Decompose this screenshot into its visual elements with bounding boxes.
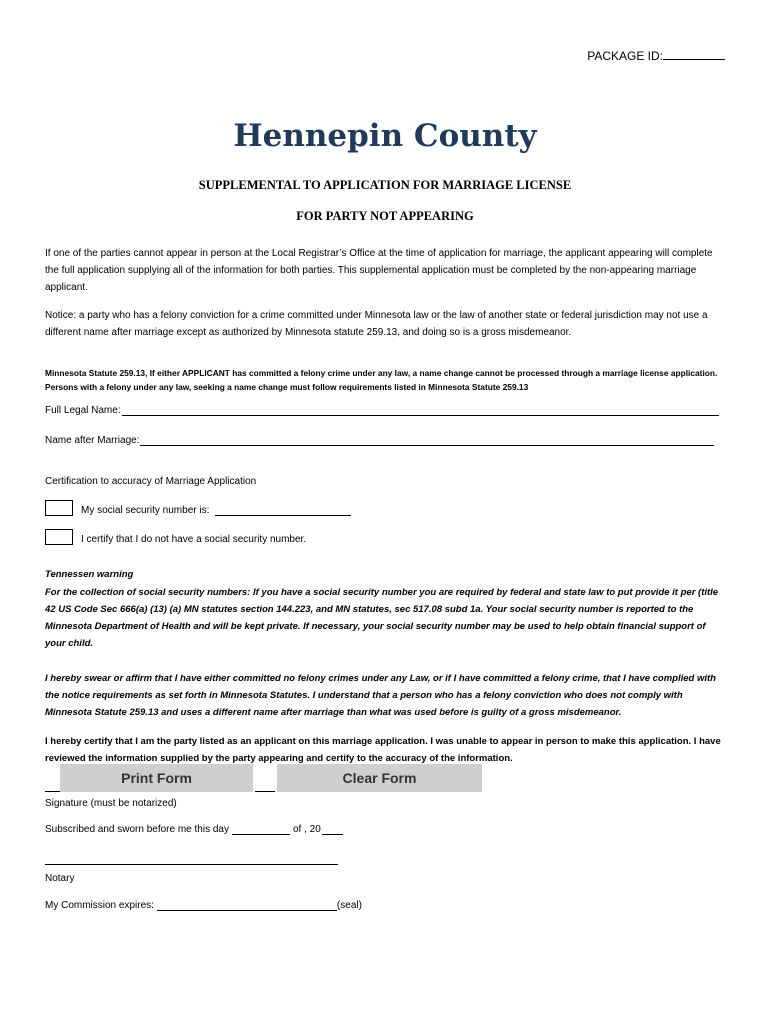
ssn-option-label: My social security number is: — [81, 505, 210, 516]
commission-label: My Commission expires: — [45, 900, 154, 911]
tennessen-body: For the collection of social security numbers: If you have a social security number you are required by federal and state law to put provide it per (title 42 US Code Sec 666(a) (13) (a) MN statutes section 144.223, and MN statutes, sec 517.08 subd 1a. Your social security number is reported to the Minnesota Department of Health and will be kept private. If necessary, your social security number may be used to help obtain financial support of your child. — [45, 587, 719, 649]
tennessen-title: Tennessen warning — [45, 569, 134, 580]
certify-statement: I hereby certify that I am the party listed as an applicant on this marriage application. I was unable to appear in person to make this application. I have reviewed the information supplied by the party appearing and certify to the accuracy of the information. — [45, 736, 721, 764]
package-id-label: PACKAGE ID: — [587, 49, 663, 63]
ssn-row — [45, 500, 351, 516]
sworn-year-input[interactable] — [322, 824, 343, 835]
no-ssn-checkbox[interactable] — [45, 529, 73, 545]
print-form-button[interactable]: Print Form — [60, 764, 253, 792]
form-subtitle-2: FOR PARTY NOT APPEARING — [296, 209, 474, 223]
signature-label: Signature (must be notarized) — [45, 798, 177, 809]
seal-label: (seal) — [336, 900, 362, 911]
name-after-marriage-input[interactable] — [140, 435, 714, 446]
commission-date-input[interactable] — [157, 900, 337, 911]
no-ssn-option-label: I certify that I do not have a social security number. — [81, 534, 307, 545]
sworn-of: of , 20 — [293, 824, 321, 835]
statute-paragraph: Minnesota Statute 259.13, If either APPLICANT has committed a felony crime under any law, a name change cannot be processed through a marriage license application. Persons with a felony under any law, seeking a name change must follow requirements listed in Minnesota Statute 259.13 — [45, 368, 718, 392]
sworn-row — [45, 824, 343, 835]
commission-row — [45, 900, 362, 911]
full-legal-name-input[interactable] — [122, 405, 719, 416]
certification-heading: Certification to accuracy of Marriage Application — [45, 476, 257, 487]
package-id — [587, 48, 725, 63]
package-id-field[interactable] — [663, 48, 725, 60]
no-ssn-row — [45, 529, 306, 545]
full-legal-name-label: Full Legal Name: — [45, 405, 121, 416]
sworn-day-input[interactable] — [232, 824, 290, 835]
notary-label: Notary — [45, 873, 75, 884]
county-title: Hennepin County — [233, 118, 537, 154]
form-subtitle: SUPPLEMENTAL TO APPLICATION FOR MARRIAGE LICENSE — [198, 178, 572, 192]
sworn-prefix: Subscribed and sworn before me this day — [45, 824, 229, 835]
ssn-checkbox[interactable] — [45, 500, 73, 516]
intro-paragraph: If one of the parties cannot appear in person at the Local Registrar’s Office at the time of application for marriage, the applicant appearing will complete the full application supplying all of the information for both parties. This supplemental application must be completed by the non-appearing marriage applicant. — [45, 248, 713, 293]
ssn-input[interactable] — [215, 505, 351, 516]
notice-paragraph: Notice: a party who has a felony conviction for a crime committed under Minnesota law or the law of another state or federal jurisdiction may not use a different name after marriage except as authorized by Minnesota statute 259.13, and doing so is a gross misdemeanor. — [45, 310, 708, 338]
notary-signature-line[interactable] — [45, 864, 338, 865]
name-after-marriage-row — [45, 435, 714, 446]
signature-line-tail — [255, 791, 275, 792]
clear-form-button[interactable]: Clear Form — [277, 764, 482, 792]
felony-oath: I hereby swear or affirm that I have either committed no felony crimes under any Law, or if I have committed a felony crime, that I have complied with the notice requirements as set forth in Minnesota Statutes. I understand that a person who has a felony conviction who does not comply with Minnesota Statute 259.13 and uses a different name after marriage than what was used before is guilty of a gross misdemeanor. — [45, 673, 716, 718]
name-after-marriage-label: Name after Marriage: — [45, 435, 140, 446]
full-legal-name-row — [45, 405, 719, 416]
